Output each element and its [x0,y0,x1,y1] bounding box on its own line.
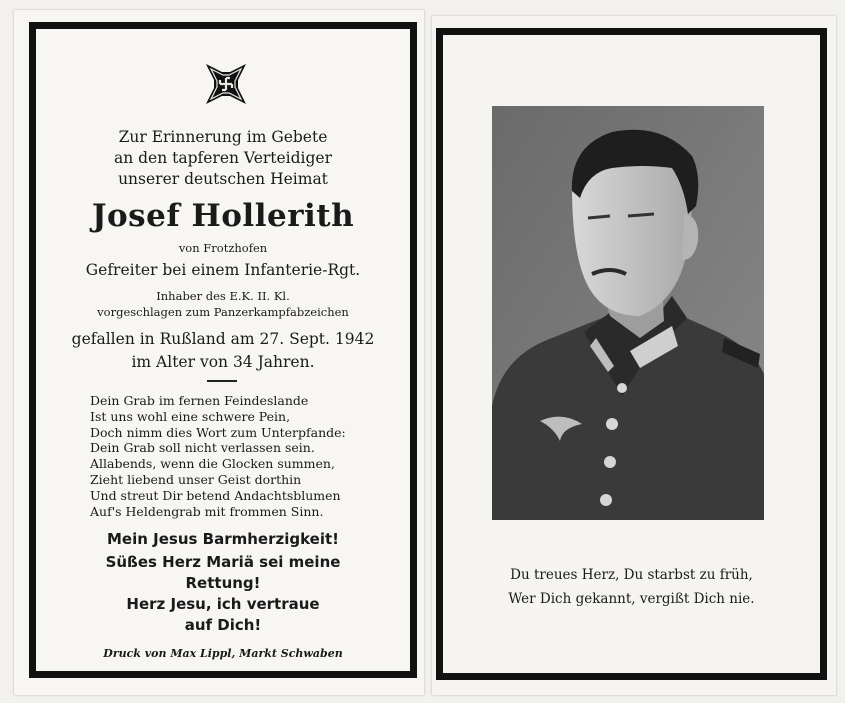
intro-line-1: Zur Erinnerung im Gebete [118,128,328,146]
caption-line-2: Wer Dich gekannt, vergißt Dich nie. [508,591,755,607]
origin-text: von Frotzhofen [178,241,268,255]
soldier-portrait-photo [492,106,764,520]
prayer-line-1: Mein Jesus Barmherzigkeit! [107,530,339,548]
poem-line: Allabends, wenn die Glocken summen, [90,456,335,472]
award-text: Inhaber des E.K. II. Kl. [156,289,290,303]
divider-line [207,380,237,382]
poem-line: Dein Grab soll nicht verlassen sein. [90,440,315,456]
prayer-line-3: Rettung! [185,574,261,592]
poem-line: Doch nimm dies Wort zum Unterpfande: [90,424,346,440]
poem [90,393,380,519]
proposed-text: vorgeschlagen zum Panzerkampfabzeichen [97,305,349,319]
poem-line: Dein Grab im fernen Feindeslande [90,393,309,408]
printer-credit: Druck von Max Lippl, Markt Schwaben [103,647,343,660]
prayer-line-4: Herz Jesu, ich vertraue [126,595,320,613]
rank-text: Gefreiter bei einem Infanterie-Rgt. [85,261,361,279]
deceased-name: Josef Hollerith [91,198,355,234]
intro-line-3: unserer deutschen Heimat [118,170,328,188]
iron-cross-icon [202,60,250,108]
prayer-line-5: auf Dich! [184,616,262,634]
death-text: gefallen in Rußland am 27. Sept. 1942 [71,330,375,348]
poem-line: Auf's Heldengrab mit frommen Sinn. [90,503,324,519]
age-text: im Alter von 34 Jahren. [131,353,315,371]
caption-line-1: Du treues Herz, Du starbst zu früh, [510,567,753,583]
intro-line-2: an den tapferen Verteidiger [113,149,333,167]
prayer-line-2: Süßes Herz Mariä sei meine [105,553,341,571]
poem-line: Zieht liebend unser Geist dorthin [90,471,302,487]
poem-line: Ist uns wohl eine schwere Pein, [90,408,291,424]
poem-line: Und streut Dir betend Andachtsblumen [90,487,341,503]
